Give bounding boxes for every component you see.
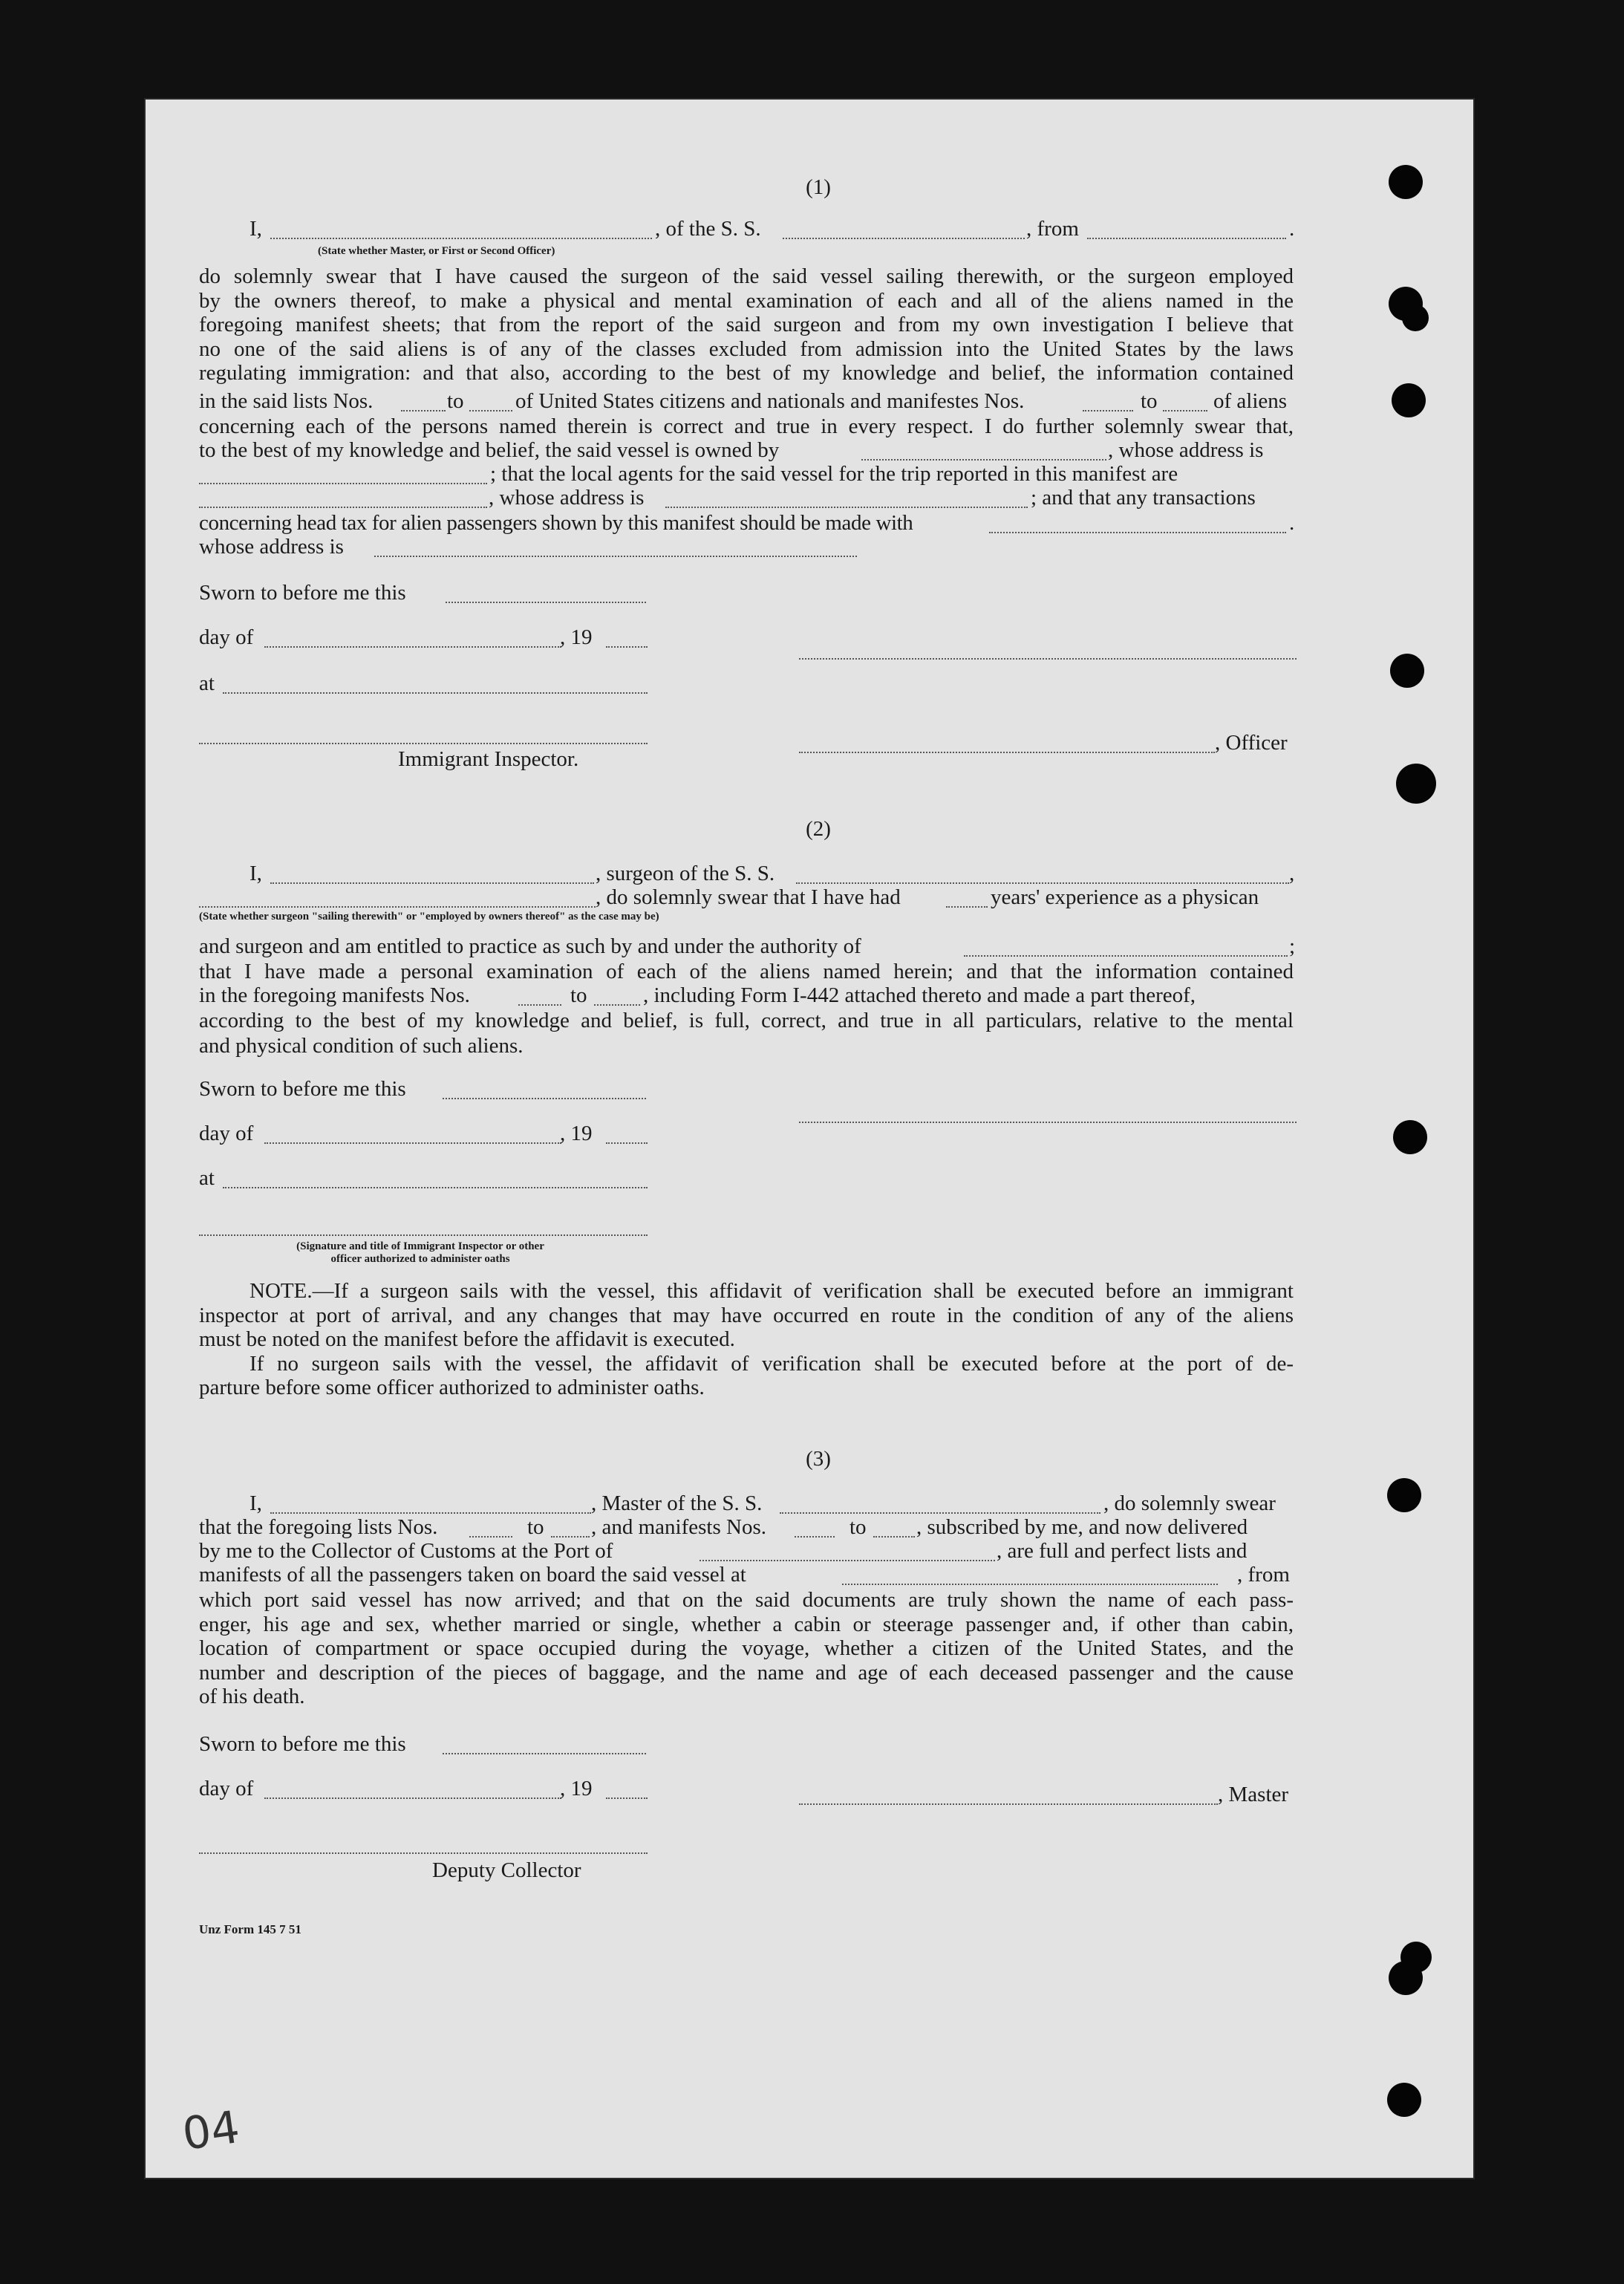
s3-manifest-from-blank[interactable]: [795, 1536, 835, 1538]
s3-year: , 19: [560, 1777, 593, 1800]
s3-name-blank[interactable]: [270, 1512, 591, 1514]
s1-whose-address: whose address is: [199, 535, 344, 559]
s2-body-2: [199, 1009, 1294, 1033]
s2-manifests-b: to: [570, 983, 587, 1007]
punch-hole: [1387, 1478, 1421, 1512]
s2-at-blank[interactable]: [223, 1187, 648, 1188]
s3-list-to-blank[interactable]: [551, 1536, 590, 1538]
s1-at: at: [199, 671, 215, 695]
s3-collector-a: by me to the Collector of Customs at the Port of: [199, 1539, 613, 1563]
s1-concerning: [199, 414, 1294, 439]
s3-body-line: location of compartment or space occupied during the voyage, whether a citizen of the United States, and the: [199, 1636, 1294, 1660]
s3-day-blank[interactable]: [264, 1797, 561, 1799]
s3-swear: , do solemnly swear: [1103, 1491, 1276, 1515]
s2-body-1: [199, 960, 1294, 984]
s1-day-of: day of: [199, 625, 254, 649]
section-1-number: (1): [806, 175, 831, 199]
s1-body-line: by the owners thereof, to make a physical and mental examination of each and all of the aliens named in the: [199, 288, 1294, 313]
s1-agent-blank[interactable]: [199, 507, 487, 508]
s1-at-blank[interactable]: [223, 692, 648, 694]
s1-inspector: Immigrant Inspector.: [398, 747, 579, 771]
s1-owned-a: to the best of my knowledge and belief, the said vessel is owned by: [199, 438, 780, 462]
s1-body-line: foregoing manifest sheets; that from the report of the said surgeon and from my own investigation I believe that: [199, 313, 1294, 336]
s3-vessel-blank[interactable]: [780, 1512, 1100, 1514]
s2-if-line: parture before some officer authorized to administer oaths.: [199, 1376, 705, 1399]
s1-owned-b: , whose address is: [1108, 438, 1264, 462]
s2-note: [199, 1279, 1294, 1400]
s2-day-of: day of: [199, 1122, 254, 1145]
s2-year: , 19: [560, 1122, 593, 1145]
s1-lists-e: of aliens: [1213, 389, 1288, 413]
s2-signature-note: [242, 1240, 599, 1266]
s2-body-3: and physical condition of such aliens.: [199, 1034, 524, 1058]
s2-note-line: inspector at port of arrival, and any changes that may have occurred en route in the condition of any of the aliens: [199, 1303, 1294, 1327]
s3-lists-e: , subscribed by me, and now delivered: [916, 1515, 1248, 1539]
s2-day-blank[interactable]: [264, 1142, 561, 1144]
handwritten-mark: 04: [179, 2101, 243, 2161]
s2-note-line: NOTE.—If a surgeon sails with the vessel, this affidavit of verification shall be executed before an immigrant: [250, 1279, 1294, 1303]
s3-collector-b: , are full and perfect lists and: [997, 1539, 1248, 1563]
s2-vessel-blank[interactable]: [796, 882, 1289, 884]
s1-officer: , Officer: [1215, 731, 1288, 755]
s1-headtax-b: .: [1289, 511, 1295, 535]
s1-body-line: no one of the said aliens is of any of the classes excluded from admission into the United States by the laws: [199, 336, 1294, 361]
s2-swear-b: years' experience as a physican: [991, 885, 1259, 909]
s2-i: I,: [250, 862, 262, 885]
s1-headtax-a: concerning head tax for alien passengers shown by this manifest should be made with: [199, 511, 913, 535]
punch-hole: [1402, 305, 1429, 331]
s2-manifests-a: in the foregoing manifests Nos.: [199, 983, 470, 1007]
s1-headtax-address-blank[interactable]: [374, 556, 857, 557]
s3-lists-c: , and manifests Nos.: [591, 1515, 766, 1539]
s1-owner-address-blank[interactable]: [199, 483, 487, 484]
s1-lists-d: to: [1141, 389, 1158, 413]
s2-manifests-c: , including Form I-442 attached thereto and made a part thereof,: [643, 983, 1196, 1007]
s2-note-surgeon: (State whether surgeon "sailing therewith" or "employed by owners thereof" as the case may be): [199, 911, 659, 923]
s3-body: [199, 1588, 1294, 1709]
s1-lists-b: to: [447, 389, 464, 413]
form-number: Unz Form 145 7 51: [199, 1922, 301, 1936]
s3-list-from-blank[interactable]: [469, 1536, 512, 1538]
s3-lists-d: to: [849, 1515, 867, 1539]
s2-name-blank[interactable]: [270, 882, 594, 884]
s1-year-blank[interactable]: [606, 646, 648, 648]
s3-body-line: enger, his age and sex, whether married or single, whether a cabin or steerage passenger and, if other than cabin,: [199, 1612, 1294, 1636]
s3-port-blank[interactable]: [700, 1560, 995, 1561]
s1-officer-blank[interactable]: [799, 752, 1215, 753]
s3-deputy: Deputy Collector: [432, 1858, 581, 1882]
s1-signature-blank[interactable]: [799, 658, 1297, 660]
punch-hole: [1387, 2083, 1421, 2117]
s2-authority-a: and surgeon and am entitled to practice as such by and under the authority of: [199, 934, 861, 958]
s1-body: [199, 264, 1294, 385]
s2-surgeon-type-blank[interactable]: [199, 906, 596, 908]
s1-body-line: regulating immigration: and that also, according to the best of my knowledge and belief, the information contained: [199, 361, 1294, 385]
s3-manifests-b: , from: [1237, 1563, 1290, 1587]
s1-list-to-blank[interactable]: [469, 410, 512, 411]
s2-at: at: [199, 1166, 215, 1190]
s3-body-line: number and description of the pieces of baggage, and the name and age of each deceased passenger and the cause: [199, 1660, 1294, 1685]
s1-name-blank[interactable]: [270, 238, 652, 239]
punch-hole: [1396, 764, 1436, 804]
punch-hole: [1389, 1961, 1423, 1995]
s3-day-of: day of: [199, 1777, 254, 1800]
s1-owner-blank[interactable]: [861, 459, 1106, 461]
s1-i: I,: [250, 217, 262, 241]
punch-hole: [1389, 165, 1423, 199]
s2-authority-b: ;: [1289, 934, 1296, 958]
s2-end: ,: [1289, 862, 1295, 885]
s2-signature-note-line: (Signature and title of Immigrant Inspector or other: [296, 1240, 544, 1252]
s1-whose-a: , whose address is: [489, 486, 645, 510]
s2-swear-a: , do solemnly swear that I have had: [596, 885, 901, 909]
s3-port-boarded-blank[interactable]: [842, 1584, 1218, 1585]
s1-day-blank[interactable]: [264, 646, 561, 648]
s3-body-line: which port said vessel has now arrived; and that on the said documents are truly shown the name of each pass-: [199, 1588, 1294, 1612]
s3-lists-b: to: [527, 1515, 544, 1539]
s1-whose-b: ; and that any transactions: [1031, 486, 1256, 510]
s1-from-blank[interactable]: [1087, 238, 1286, 239]
s1-sworn-blank[interactable]: [446, 602, 646, 603]
s3-sworn-blank[interactable]: [443, 1753, 646, 1754]
s1-body-line: do solemnly swear that I have caused the surgeon of the said vessel sailing therewith, or the surgeon employed: [199, 264, 1294, 288]
punch-hole: [1390, 654, 1424, 688]
s1-list-from-blank[interactable]: [401, 410, 446, 411]
s1-body-line: concerning each of the persons named therein is correct and true in every respect. I do further solemnly swear that,: [199, 414, 1294, 438]
s3-body-line: of his death.: [199, 1685, 305, 1708]
s1-agents: ; that the local agents for the said vessel for the trip reported in this manifest are: [490, 462, 1178, 486]
section-3-number: (3): [806, 1447, 831, 1471]
s3-master-blank[interactable]: [799, 1803, 1218, 1805]
s2-year-blank[interactable]: [606, 1142, 648, 1144]
s3-sworn: Sworn to before me this: [199, 1732, 406, 1756]
s1-lists-c: of United States citizens and nationals and manifestes Nos.: [515, 389, 1025, 413]
s1-sworn: Sworn to before me this: [199, 581, 406, 605]
s2-signature-note-line: officer authorized to administer oaths: [330, 1253, 510, 1266]
s1-agent-address-blank[interactable]: [665, 507, 1028, 508]
s2-body-line: according to the best of my knowledge and belief, is full, correct, and true in all particulars, relative to the mental: [199, 1009, 1294, 1032]
form-sheet: [146, 100, 1473, 2178]
punch-hole: [1393, 1120, 1427, 1154]
s1-manifest-from-blank[interactable]: [1083, 410, 1133, 411]
s3-i: I,: [250, 1491, 262, 1515]
s1-lists-a: in the said lists Nos.: [199, 389, 374, 413]
section-2-number: (2): [806, 817, 831, 841]
s2-inspector-blank[interactable]: [199, 1234, 648, 1236]
s3-year-blank[interactable]: [606, 1797, 648, 1799]
s2-sworn-blank[interactable]: [443, 1098, 646, 1099]
s1-manifest-to-blank[interactable]: [1163, 410, 1207, 411]
s2-years-blank[interactable]: [946, 906, 988, 908]
s3-manifests-a: manifests of all the passengers taken on board the said vessel at: [199, 1563, 746, 1587]
s3-manifest-to-blank[interactable]: [873, 1536, 915, 1538]
s1-end: .: [1289, 217, 1295, 241]
s3-deputy-blank[interactable]: [199, 1852, 648, 1854]
punch-hole: [1392, 383, 1426, 417]
s2-manifest-from-blank[interactable]: [518, 1004, 561, 1006]
s3-lists-a: that the foregoing lists Nos.: [199, 1515, 438, 1539]
s2-surgeon-of: , surgeon of the S. S.: [596, 862, 775, 885]
s2-sworn: Sworn to before me this: [199, 1077, 406, 1101]
s2-if-line: If no surgeon sails with the vessel, the affidavit of verification shall be executed before at the port of de-: [250, 1351, 1294, 1376]
s2-body-line: that I have made a personal examination of each of the aliens named herein; and that the information contained: [199, 960, 1294, 983]
s3-master-of: , Master of the S. S.: [591, 1491, 763, 1515]
s1-of-ss: , of the S. S.: [655, 217, 761, 241]
s2-authority-blank[interactable]: [964, 955, 1288, 957]
s2-signature-blank[interactable]: [799, 1122, 1297, 1123]
s2-note-line: must be noted on the manifest before the affidavit is executed.: [199, 1327, 735, 1351]
s1-note-master: (State whether Master, or First or Second Officer): [318, 245, 555, 257]
s1-vessel-blank[interactable]: [783, 238, 1025, 239]
s3-master: , Master: [1218, 1783, 1289, 1806]
s1-from: , from: [1026, 217, 1079, 241]
s2-manifest-to-blank[interactable]: [594, 1004, 640, 1006]
s1-year: , 19: [560, 625, 593, 649]
s1-inspector-blank[interactable]: [199, 743, 648, 744]
s1-headtax-blank[interactable]: [989, 532, 1286, 533]
